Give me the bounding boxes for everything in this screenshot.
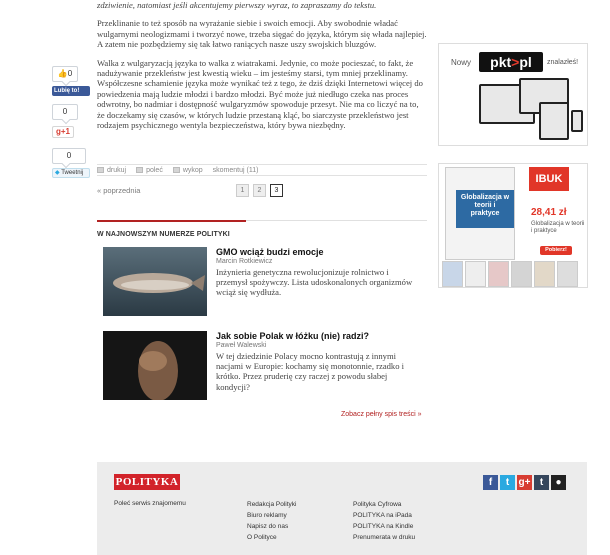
item-lead: W tej dziedzinie Polacy mocno kontrastują z innymi nacjami w Europie: kochamy się monotonnie, rzadko i krótko. Przez pruderię czy raczej z powodu słabej kondycji? bbox=[216, 351, 405, 392]
list-item bbox=[103, 331, 428, 401]
comments-link[interactable]: skomentuj (11) bbox=[212, 166, 259, 174]
thumbs-up-icon: 👍 bbox=[57, 69, 68, 78]
list-item bbox=[103, 247, 428, 317]
body-thumbnail[interactable] bbox=[103, 331, 207, 400]
ad-buy-button[interactable]: Pobierz! bbox=[540, 246, 572, 255]
footer-links-col2 bbox=[353, 499, 415, 543]
footer-links-col1 bbox=[247, 499, 297, 543]
pkt-logo: pkt>pl bbox=[479, 52, 543, 72]
wykop-action[interactable]: wykop bbox=[173, 167, 203, 174]
item-title[interactable]: GMO wciąż budzi emocje bbox=[216, 247, 324, 257]
pagination bbox=[97, 184, 427, 198]
ad-new-label: Nowy bbox=[451, 58, 472, 67]
wykop-icon bbox=[173, 167, 180, 173]
tweet-count: 0 bbox=[52, 148, 86, 164]
article-paragraph: Walka z wulgaryzacją języka to walka z wiatrakami. Jedynie, co może pocieszać, to fakt, że nadużywanie przekleństw jest kwestią wieku – im jesteśmy starsi, tym mniej przeklinamy. Współczesne schamienie języka może wynikać też z tego, że dziś dzięki Internetowi więcej do powiedzenia mają ludzie młodzi i bardzo młodzi. Być może już niedługo czeka nas proces odwrotny, bo nadmiar i dostępność wulgaryzmów spowoduje przesyt. Nie ma co liczyć na to, że doczekamy się czasów, w których ludzie przestaną kląć, bo siarczyste przekleństwo jest rodzajem psychicznego wentyla bezpieczeństwa, który bywa niezbędny. bbox=[97, 57, 423, 131]
ad-tagline: znalazłeś! bbox=[547, 59, 579, 66]
article-intro: zdziwienie, natomiast jeśli akcentujemy pierwszy wyraz, to zapraszamy do tekstu. bbox=[97, 0, 377, 10]
footer-link[interactable]: POLITYKA na Kindle bbox=[353, 523, 414, 530]
pkt-advertisement[interactable] bbox=[438, 43, 588, 146]
mail-icon bbox=[136, 167, 143, 173]
recommend-action[interactable]: poleć bbox=[136, 167, 163, 174]
ad-price-desc: Globalizacja w teorii i praktyce bbox=[531, 221, 585, 234]
fish-thumbnail[interactable] bbox=[103, 247, 207, 316]
print-action[interactable]: drukuj bbox=[97, 167, 126, 174]
facebook-like-button[interactable]: Lubię to! bbox=[52, 86, 90, 96]
article-body bbox=[97, 0, 427, 138]
page-1[interactable]: 1 bbox=[236, 184, 249, 197]
like-count: 👍0 bbox=[52, 66, 78, 82]
ibuk-advertisement[interactable] bbox=[438, 163, 588, 288]
item-lead: Inżynieria genetyczna rewolucjonizuje rolnictwo i przemysł spożywczy. Lista udoskonalonych organizmów wciąż się wydłuża. bbox=[216, 267, 413, 298]
site-footer bbox=[97, 462, 587, 555]
footer-link[interactable]: Polityka Cyfrowa bbox=[353, 501, 402, 508]
article-actions bbox=[97, 164, 427, 176]
phone-image bbox=[571, 110, 583, 132]
prev-page-link[interactable]: « poprzednia bbox=[97, 186, 141, 195]
page-2[interactable]: 2 bbox=[253, 184, 266, 197]
footer-link[interactable]: Napisz do nas bbox=[247, 523, 289, 530]
tablet-image bbox=[539, 102, 569, 140]
footer-link[interactable]: Prenumerata w druku bbox=[353, 534, 416, 541]
gplus-button[interactable]: g+1 bbox=[52, 126, 74, 138]
social-icons bbox=[483, 475, 566, 490]
social-share-column bbox=[52, 66, 92, 178]
article-paragraph: Przeklinanie to też sposób na wyrażanie siebie i swoich emocji. Aby swobodnie władać wulgarnymi neologizmami i tworzyć nowe, trzeba sięgać do języka, którym się włada najlepiej. A zatem nie pozbędziemy się tak łatwo raniących nasze uszy swojskich bluzgów. bbox=[97, 18, 427, 50]
gplus-count: 0 bbox=[52, 104, 78, 120]
page-3-current: 3 bbox=[270, 184, 283, 197]
footer-link[interactable]: POLITYKA na iPada bbox=[353, 512, 412, 519]
footer-link[interactable]: Biuro reklamy bbox=[247, 512, 287, 519]
footer-link[interactable]: O Polityce bbox=[247, 534, 277, 541]
item-author: Marcin Rotkiewicz bbox=[216, 258, 273, 265]
polityka-logo[interactable]: POLITYKA bbox=[115, 476, 179, 488]
tweet-button[interactable] bbox=[52, 168, 90, 178]
item-title[interactable]: Jak sobie Polak w łóżku (nie) radzi? bbox=[216, 331, 370, 341]
section-heading: W NAJNOWSZYM NUMERZE POLITYKI bbox=[97, 220, 246, 238]
twitter-icon[interactable]: t bbox=[500, 475, 515, 490]
ad-price: 28,41 zł bbox=[531, 207, 567, 218]
print-icon bbox=[97, 167, 104, 173]
footer-link[interactable]: Redakcja Polityki bbox=[247, 501, 297, 508]
recommend-site-link[interactable]: Poleć serwis znajomemu bbox=[114, 500, 186, 507]
full-toc-link[interactable]: Zobacz pełny spis treści » bbox=[341, 411, 422, 418]
item-author: Paweł Walewski bbox=[216, 342, 267, 349]
book-title: Globalizacja w teorii i praktyce bbox=[456, 190, 514, 228]
ibuk-logo: IBUK bbox=[529, 167, 569, 191]
facebook-icon[interactable]: f bbox=[483, 475, 498, 490]
book-cover bbox=[445, 167, 515, 260]
tweet-label: Tweetnij bbox=[61, 170, 84, 176]
twitter-bird-icon: ◆ bbox=[55, 170, 60, 176]
tumblr-icon[interactable]: t bbox=[534, 475, 549, 490]
googleplus-icon[interactable]: g+ bbox=[518, 477, 531, 488]
instagram-icon[interactable]: ● bbox=[551, 475, 566, 490]
ad-thumbnails bbox=[442, 261, 578, 287]
